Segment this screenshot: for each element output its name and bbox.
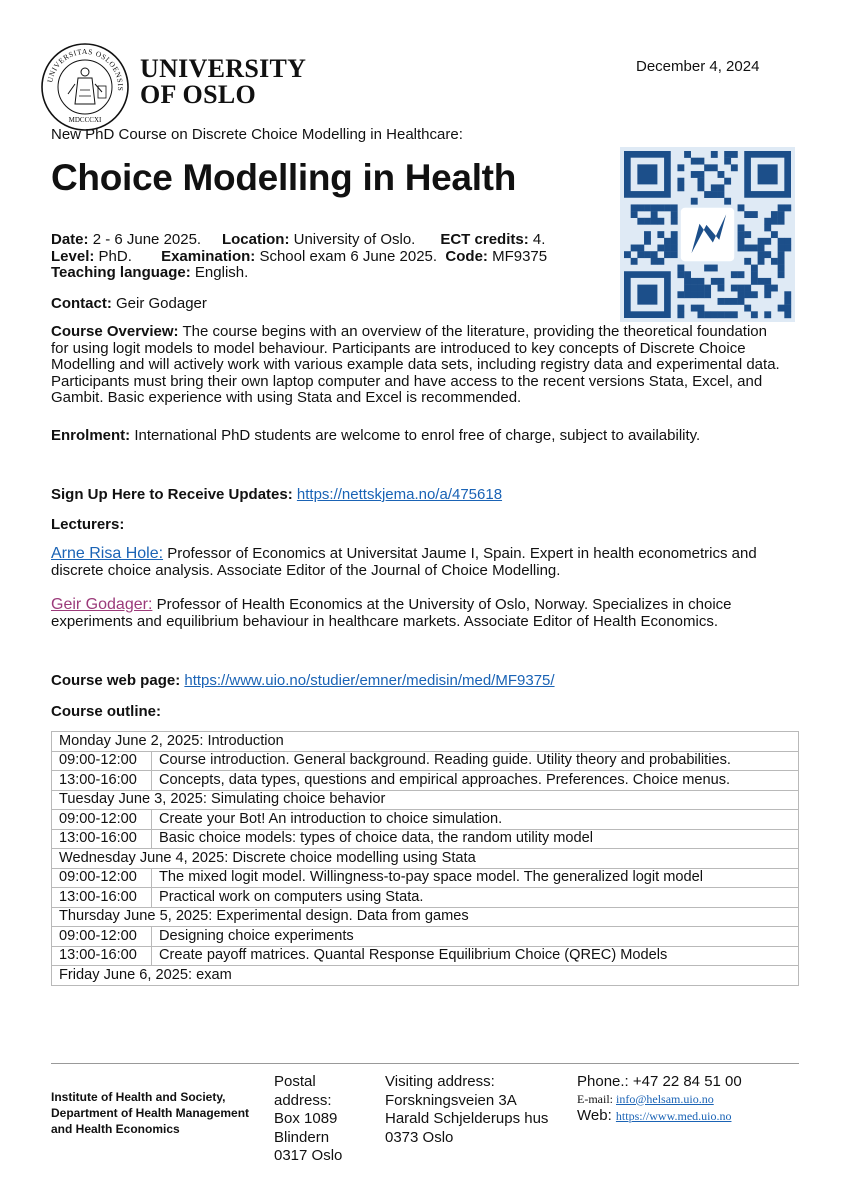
overview-label: Course Overview: <box>51 323 179 340</box>
exam-label: Examination: <box>161 247 256 265</box>
session-text: Create your Bot! An introduction to choice simulation. <box>152 810 799 830</box>
email-label: E-mail: <box>577 1091 613 1106</box>
code-value: MF9375 <box>492 247 548 265</box>
footer-phone: Phone.: +47 22 84 51 00 <box>577 1073 742 1090</box>
postal-line: Postal <box>274 1073 316 1090</box>
course-subtitle: New PhD Course on Discrete Choice Modelling in Healthcare: <box>51 126 463 143</box>
exam-value: School exam 6 June 2025. <box>259 247 438 265</box>
language-label: Teaching language: <box>51 264 191 281</box>
university-name-line2: OF OSLO <box>140 80 256 109</box>
footer-visiting-address <box>385 1073 548 1147</box>
session-time: 13:00-16:00 <box>52 888 152 908</box>
lecturer-2 <box>51 597 796 630</box>
level-label: Level: <box>51 247 95 265</box>
visiting-line: 0373 Oslo <box>385 1128 454 1146</box>
seal-text: UNIVERSITAS OSLOENSIS <box>45 46 126 92</box>
footer-institute <box>51 1089 266 1137</box>
day-row <box>52 790 799 810</box>
seal-year: MDCCCXI <box>68 116 102 124</box>
lecturer-2-bio: Professor of Health Economics at the University of Oslo, Norway. Specializes in choice experiments and equilibrium behaviour in healthcare markets. Associate Editor of Health Economics. <box>51 596 732 630</box>
session-text: Basic choice models: types of choice data, the random utility model <box>152 829 799 849</box>
session-time: 09:00-12:00 <box>52 927 152 947</box>
session-row <box>52 868 799 888</box>
day-cell: Friday June 6, 2025: exam <box>52 966 799 986</box>
course-web-page <box>51 673 555 690</box>
enrolment-text: International PhD students are welcome to enrol free of charge, subject to availability. <box>134 427 701 444</box>
location-label: Location: <box>221 231 290 248</box>
lecturers-heading: Lecturers: <box>51 516 125 533</box>
level-value: PhD. <box>98 247 132 265</box>
session-text: Course introduction. General background. Reading guide. Utility theory and probabilities. <box>152 751 799 771</box>
postal-line: Blindern <box>274 1128 330 1146</box>
visiting-line: Harald Schjelderups hus <box>385 1110 549 1127</box>
session-row <box>52 771 799 791</box>
qr-code[interactable] <box>620 147 795 322</box>
day-row <box>52 966 799 986</box>
university-name-line1: UNIVERSITY <box>140 54 307 83</box>
session-text: Concepts, data types, questions and empirical approaches. Preferences. Choice menus. <box>152 771 799 791</box>
visiting-line: Forskningsveien 3A <box>385 1091 517 1109</box>
webpage-label: Course web page: <box>51 672 181 689</box>
day-row <box>52 849 799 869</box>
signup-link[interactable]: https://nettskjema.no/a/475618 <box>296 486 503 503</box>
course-info <box>51 232 611 282</box>
postal-line: address: <box>274 1091 332 1109</box>
footer-divider <box>51 1063 799 1064</box>
lecturer-1-name-link[interactable]: Arne Risa Hole: <box>51 545 164 562</box>
postal-line: 0317 Oslo <box>274 1147 343 1164</box>
contact-line <box>51 296 207 313</box>
session-row <box>52 810 799 830</box>
session-row <box>52 888 799 908</box>
enrolment-label: Enrolment: <box>51 427 131 444</box>
language-value: English. <box>194 264 249 281</box>
session-time: 13:00-16:00 <box>52 829 152 849</box>
lecturer-1-bio: Professor of Economics at Universitat Jaume I, Spain. Expert in health econometrics and discrete choice analysis. Associate Editor of the Journal of Choice Modelling. <box>51 545 757 579</box>
institute-line: and Health Economics <box>51 1122 180 1136</box>
signup-line <box>51 487 502 504</box>
university-seal-logo <box>40 42 130 132</box>
university-name <box>140 56 306 108</box>
contact-label: Contact: <box>51 295 112 312</box>
page-title: Choice Modelling in Health <box>51 157 516 198</box>
ects-label: ECT credits: <box>440 231 529 248</box>
footer-email-line <box>577 1092 742 1107</box>
day-cell: Monday June 2, 2025: Introduction <box>52 732 799 752</box>
document-date: December 4, 2024 <box>636 58 760 75</box>
session-row <box>52 829 799 849</box>
footer-web-line <box>577 1107 742 1125</box>
session-text: Create payoff matrices. Quantal Response Equilibrium Choice (QREC) Models <box>152 946 799 966</box>
session-row <box>52 751 799 771</box>
session-text: The mixed logit model. Willingness-to-pay space model. The generalized logit model <box>152 868 799 888</box>
visiting-line: Visiting address: <box>385 1073 495 1090</box>
session-text: Practical work on computers using Stata. <box>152 888 799 908</box>
day-row <box>52 907 799 927</box>
course-outline-table <box>51 731 799 986</box>
day-row <box>52 732 799 752</box>
footer-contact <box>577 1073 742 1125</box>
location-value: University of Oslo. <box>293 231 416 248</box>
webpage-link[interactable]: https://www.uio.no/studier/emner/medisin/med/MF9375/ <box>184 672 555 689</box>
session-time: 13:00-16:00 <box>52 946 152 966</box>
postal-line: Box 1089 <box>274 1110 338 1127</box>
overview-text: The course begins with an overview of the literature, providing the theoretical foundation for using logit models to model behaviour. Participants are introduced to key concepts of Discrete Choice Modelling and will actively work with various example data sets, including registry data and experimental data. Participants must bring their own laptop computer and have access to the recent versions Stata, Excel, and Gambit. Basic experience with using Stata and Excel is recommended. <box>51 323 780 406</box>
outline-heading: Course outline: <box>51 703 162 720</box>
footer-postal-address <box>274 1073 342 1166</box>
institute-line: Department of Health Management <box>51 1106 250 1120</box>
session-time: 13:00-16:00 <box>52 771 152 791</box>
session-row <box>52 946 799 966</box>
session-time: 09:00-12:00 <box>52 751 152 771</box>
enrolment <box>51 428 791 445</box>
contact-value: Geir Godager <box>116 295 207 312</box>
web-link[interactable]: https://www.med.uio.no <box>615 1108 732 1123</box>
day-cell: Wednesday June 4, 2025: Discrete choice modelling using Stata <box>52 849 799 869</box>
web-label: Web: <box>577 1106 612 1124</box>
institute-line: Institute of Health and Society, <box>51 1090 226 1104</box>
course-overview <box>51 324 781 407</box>
lecturer-2-name-link[interactable]: Geir Godager: <box>51 596 153 613</box>
lecturer-1 <box>51 546 796 579</box>
email-link[interactable]: info@helsam.uio.no <box>616 1091 714 1106</box>
session-time: 09:00-12:00 <box>52 868 152 888</box>
session-time: 09:00-12:00 <box>52 810 152 830</box>
code-label: Code: <box>445 247 488 265</box>
date-value: 2 - 6 June 2025. <box>92 231 202 248</box>
session-text: Designing choice experiments <box>152 927 799 947</box>
ects-value: 4. <box>532 231 546 248</box>
day-cell: Tuesday June 3, 2025: Simulating choice behavior <box>52 790 799 810</box>
date-label: Date: <box>51 231 89 248</box>
signup-label: Sign Up Here to Receive Updates: <box>51 486 293 503</box>
day-cell: Thursday June 5, 2025: Experimental design. Data from games <box>52 907 799 927</box>
session-row <box>52 927 799 947</box>
